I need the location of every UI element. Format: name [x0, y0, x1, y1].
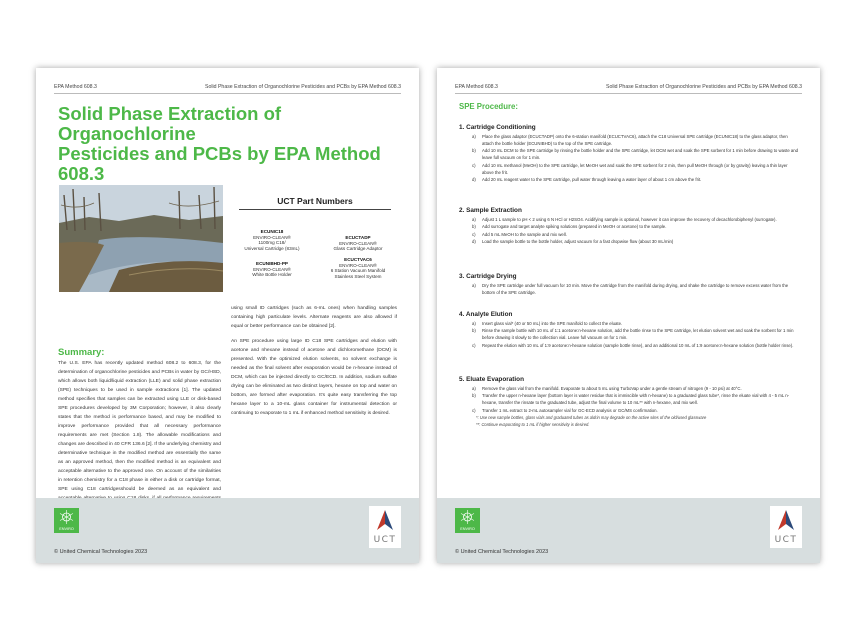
page-header [455, 84, 802, 90]
step-item [459, 217, 799, 224]
enviro-label: ENVIRO [460, 527, 475, 531]
document-page-1 [36, 68, 419, 563]
page-title [58, 104, 403, 184]
step-text: Remove the glass vial from the manifold. Evaporate to about 5 mL using TurboVap under a gentle stream of nitrogen (9 - 10 psi) at 40°C. [482, 386, 742, 391]
copyright: © United Chemical Technologies 2023 [455, 549, 549, 555]
enviro-logo [455, 508, 480, 533]
parts-divider [239, 209, 391, 210]
section-analyte-elution [459, 311, 799, 350]
part-line: ENVIRO-CLEAN® [339, 240, 377, 246]
step-item [459, 148, 799, 162]
step-item [459, 163, 799, 177]
step-item [459, 224, 799, 231]
part-line: Stainless Steel System [334, 273, 382, 279]
copyright: © United Chemical Technologies 2023 [54, 549, 148, 555]
step-item [459, 321, 799, 328]
molecule-icon [455, 508, 480, 526]
summary-paragraph: The U.S. EPA has recently updated method 608.2 to 608.3, for the determination of organochlorine pesticides and PCBs in water by GC/HSD, which allows both liquid/liquid extraction (LLE) and solid phase extraction (SPE) techniques to be used in sample extractions [1]. The updated method specifies that samples can be extracted using LLE or disk-based SPE procedures developed by 3M Corporation; however, it also clearly states that the method is performance based, and may be modified to improve performance provided that all necessary performance requirements are met (Section 1.8). The allowable modifications and changes are described in 40 CFR 136.6 [2]. If the underlying chemistry and determinative technique in the modified method are essentially the same as an approved method, then the modified method is an equivalent and acceptable alternative to the approved one. On account of the similarities in retention chemistry for a C18 phase in either a disk or cartridge format, SPE using C18 cartridgesshould be deemed as an equivalent and [58, 361, 221, 492]
part-item [229, 261, 315, 278]
part-number: ECUNIC18 [260, 229, 284, 234]
part-number: ECUNIBHD-PP [256, 261, 288, 266]
step-letter: b) [472, 328, 476, 334]
step-item [459, 177, 799, 184]
part-line: White Bottle Holder [252, 272, 292, 278]
step-text: Add 10 mL DCM to the SPE cartridge by rinsing the bottle holder and the SPE cartridge, let DCM wet and soak the SPE sorbent for 1 min before drawing to waste and leave full vacuum on for 1 min. [482, 148, 799, 161]
enviro-logo [54, 508, 79, 533]
part-line: ENVIRO-CLEAN® [339, 262, 377, 268]
uct-triangle-icon [369, 506, 401, 534]
step-text: Dry the SPE cartridge under full vacuum for 10 min. Move the cartridge from the manifold during drying, and shake the cartridge to remove excess water from the bottom of the SPE cartridge. [482, 283, 789, 295]
footnote: *: Use new sample bottles, glass vials and graduated tubes as aldrin may degrade on the active sites of the old/used glassware [476, 415, 707, 421]
footnote: **: Continue evaporating to 1 mL if higher sensitivity is desired. [476, 421, 590, 427]
section-cartridge-conditioning [459, 124, 799, 184]
summary-right-column [231, 304, 397, 424]
uct-wordmark: UCT [373, 535, 397, 545]
step-text: Transfer the upper n-hexane layer (bottom layer is water residue that is immiscible with n-hexane) to a graduated glass tube*, rinse the eluate vial with 4 - 5 mL n-hexane, transfer the rinsate to the graduated tube, adjust the final volume to 10 mL** with n-hexane, and mix well. [482, 393, 790, 406]
enviro-label: ENVIRO [59, 527, 74, 531]
step-letter: c) [472, 407, 476, 413]
uct-triangle-icon [770, 506, 802, 534]
part-number: ECUCTADP [345, 235, 371, 240]
page-footer [437, 498, 820, 563]
step-letter: c) [472, 231, 476, 237]
step-text: Repeat the elution with 10 mL of 1:9 acetone:n-hexane solution (sample bottle rinse), and an additional 10 mL of 1:9 acetone:n-hexane solution (bottle holder rinse). [482, 342, 794, 348]
step-letter: d) [472, 176, 476, 182]
header-divider [54, 93, 401, 94]
part-line: ENVIRO-CLEAN® [253, 234, 291, 240]
step-letter: a) [472, 386, 476, 391]
section-title: 2. Sample Extraction [459, 207, 522, 214]
step-item [459, 408, 799, 415]
part-line: Universal Cartridge (83mL) [244, 245, 300, 251]
section-cartridge-drying [459, 273, 799, 297]
header-divider [455, 93, 802, 94]
step-letter: a) [472, 321, 476, 326]
uct-part-numbers [229, 196, 401, 210]
step-letter: a) [472, 283, 476, 288]
step-item [459, 283, 799, 297]
section-title: 4. Analyte Elution [459, 311, 513, 318]
molecule-icon [54, 508, 79, 526]
step-text: Add 5 mL MeOH to the sample and mix well. [482, 231, 567, 237]
step-item [459, 343, 799, 350]
title-line-1: Solid Phase Extraction of Organochlorine [58, 103, 282, 144]
part-line: Glass Cartridge Adaptor [333, 246, 383, 252]
summary-paragraph: using small ID cartridges (such as 6-mL ones) when handling samples containing high particulate levels. Alternate reagents are also allowed if equal or better performance can be obtained [2]. [231, 306, 397, 329]
step-letter: b) [472, 224, 476, 230]
uct-wordmark: UCT [774, 535, 798, 545]
river-photo [59, 185, 223, 292]
step-letter: a) [472, 134, 476, 139]
step-text: Transfer 1 mL extract to 2-mL autosampler vial for GC-ECD analysis or GC/MS confirmation. [482, 407, 658, 413]
uct-logo [770, 506, 802, 548]
section-title: 1. Cartridge Conditioning [459, 124, 536, 131]
step-text: Add surrogate and target analyte spiking solutions (prepared in MeOH or acetone) to the sample. [482, 224, 667, 230]
part-item [315, 257, 401, 279]
step-text: Insert glass vial* (40 or 50 mL) into the SPE manifold to collect the eluate. [482, 321, 623, 326]
step-item [459, 239, 799, 246]
step-letter: c) [472, 162, 476, 168]
part-number: ECUCTVAC6 [344, 257, 372, 262]
title-line-2: Pesticides and PCBs by EPA Method 608.3 [58, 143, 381, 184]
step-letter: a) [472, 217, 476, 222]
page-header [54, 84, 401, 90]
step-letter: c) [472, 342, 476, 348]
step-text: Rinse the sample bottle with 10 mL of 1:1 acetone:n-hexane solution, add the bottle rinse to the SPE cartridge, let elution solvent wet and soak the sorbent for 1 min before drawing it slowly to the collection vial. Leave full vacuum on for 1 min. [482, 328, 794, 341]
part-item [229, 229, 315, 251]
step-letter: b) [472, 148, 476, 154]
parts-title: UCT Part Numbers [277, 196, 353, 206]
step-text: Add 20 mL reagent water to the SPE cartridge, pull water through leaving a water layer of about 1 cm above the frit. [482, 176, 702, 182]
step-item [459, 386, 799, 393]
summary-paragraph: An SPE procedure using large ID C18 SPE cartridges and elution with acetone and nhexane instead of acetone and dichloromethane (DCM) is presented. With the optimized elution solvents, no solvent exchange is needed as the final solvent after evaporation would be n-hexane instead of DCM, which can be injected directly to GC/ECD. In addition, sodium sulfate drying can be eliminated as two distinct layers, hexane on top and water on bottom, are formed after evaporation. It's quite easy transferring the top hexane layer to a 10-mL glass container for instrumental detection or continuing to evaporate to 1 mL if enhanced method sensitivity is desired. [231, 339, 397, 416]
section-title: 5. Eluate Evaporation [459, 376, 524, 383]
part-line: 1100mg C18/ [258, 240, 286, 246]
step-text: Adjust 1 L sample to pH < 2 using 6 N HCl or H2SO4. Acidifying sample is optional, however it can improve the recovery of decachlorobiphenyl (surrogate). [482, 217, 777, 222]
summary-heading: Summary: [58, 347, 105, 358]
section-sample-extraction [459, 207, 799, 247]
step-letter: b) [472, 393, 476, 399]
header-right: Solid Phase Extraction of Organochlorine Pesticides and PCBs by EPA Method 608.3 [606, 84, 802, 90]
step-item [459, 328, 799, 342]
section-title: 3. Cartridge Drying [459, 273, 517, 280]
part-item [315, 235, 401, 252]
spe-procedure-heading: SPE Procedure: [459, 102, 518, 111]
step-item [459, 134, 799, 148]
document-page-2 [437, 68, 820, 563]
header-right: Solid Phase Extraction of Organochlorine Pesticides and PCBs by EPA Method 608.3 [205, 84, 401, 90]
uct-logo [369, 506, 401, 548]
section-eluate-evaporation [459, 376, 799, 428]
part-line: ENVIRO-CLEAN® [253, 266, 291, 272]
step-text: Add 10 mL methanol (MeOH) to the SPE cartridge, let MeOH wet and soak the SPE sorbent for 2 min, then pull MeOH through (or by gravity) leaving a thin layer above the frit. [482, 162, 788, 175]
part-line: 6 Station Vacuum Manifold [330, 268, 386, 274]
header-left: EPA Method 608.3 [54, 84, 97, 90]
step-item [459, 393, 799, 407]
step-letter: d) [472, 239, 476, 245]
header-left: EPA Method 608.3 [455, 84, 498, 90]
step-text: Place the glass adaptor (ECUCTADP) onto the 6-station manifold (ECUCTVAC6), attach the C18 Universal SPE cartridge (ECUNIC18) to the glass adaptor, then attach the bottle holder (ECUNIBHD) to the top of the SPE cartridge. [482, 134, 788, 146]
page-footer [36, 498, 419, 563]
step-item [459, 232, 799, 239]
step-text: Load the sample bottle to the bottle holder, adjust vacuum for a fast dropwise flow (about 30 mL/min) [482, 239, 674, 245]
